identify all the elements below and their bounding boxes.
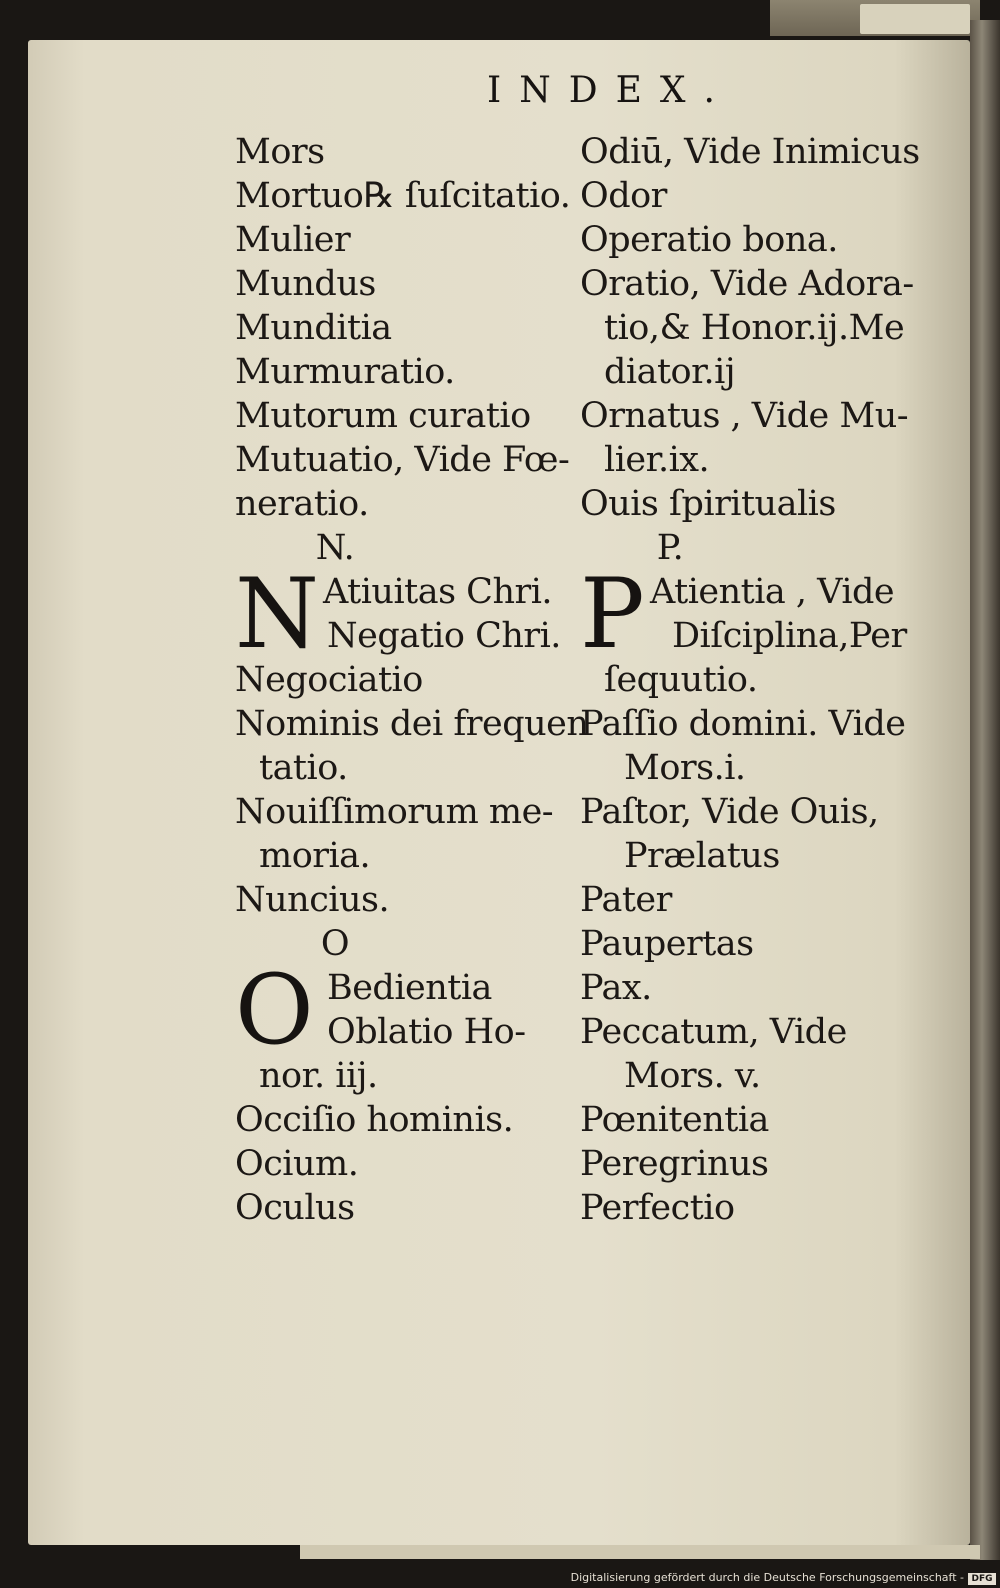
page-title: INDEX. — [487, 70, 733, 111]
book-spine — [970, 20, 1000, 1560]
index-entry: Prælatus — [624, 836, 780, 876]
index-entry: Occiſio hominis. — [235, 1100, 514, 1140]
index-entry: Munditia — [235, 308, 392, 348]
index-entry: Mors.i. — [624, 748, 746, 788]
index-entry: Nouiſſimorum me- — [235, 792, 554, 832]
index-entry: Ouis ſpiritualis — [580, 484, 836, 524]
index-entry: Murmuratio. — [235, 352, 455, 392]
index-entry: moria. — [259, 836, 371, 876]
index-entry: Paupertas — [580, 924, 754, 964]
index-entry: Mulier — [235, 220, 351, 260]
index-entry: diator.ij — [604, 352, 736, 392]
index-entry: Mutuatio, Vide Fœ- — [235, 440, 570, 480]
index-entry: Oblatio Ho- — [327, 1012, 526, 1052]
index-entry: nor. iij. — [259, 1056, 378, 1096]
index-entry: Mundus — [235, 264, 376, 304]
index-entry: Oratio, Vide Adora- — [580, 264, 914, 304]
index-entry: Pax. — [580, 968, 652, 1008]
page-bottom-edge — [300, 1545, 980, 1559]
section-heading-o: O — [320, 924, 350, 964]
index-entry: Bedientia — [327, 968, 492, 1008]
index-entry: Diſciplina,Per — [672, 616, 907, 656]
index-entry: Perfectio — [580, 1188, 735, 1228]
index-entry: Atientia , Vide — [650, 572, 895, 612]
index-entry: Peregrinus — [580, 1144, 769, 1184]
index-entry: Operatio bona. — [580, 220, 838, 260]
index-entry: Oculus — [235, 1188, 355, 1228]
index-entry: Mortuo℞ ſuſcitatio. — [235, 176, 571, 216]
section-n-initial-block — [235, 558, 575, 670]
index-entry: Paſſio domini. Vide — [580, 704, 906, 744]
index-entry: Nominis dei frequen — [235, 704, 589, 744]
index-entry: tatio. — [259, 748, 348, 788]
index-entry: Ornatus , Vide Mu- — [580, 396, 909, 436]
section-heading-p: P. — [656, 528, 684, 568]
index-entry: Mors. v. — [624, 1056, 761, 1096]
index-entry: lier.ix. — [604, 440, 710, 480]
index-entry: tio,& Honor.ij.Me — [604, 308, 905, 348]
index-entry: Ocium. — [235, 1144, 359, 1184]
index-entry: Pater — [580, 880, 672, 920]
index-column-right — [580, 130, 920, 1230]
index-entry: neratio. — [235, 484, 369, 524]
index-entry: Odor — [580, 176, 667, 216]
index-entry: Mors — [235, 132, 325, 172]
index-entry: Odiū, Vide Inimicus — [580, 132, 920, 172]
dropcap-n: N — [235, 558, 319, 670]
index-entry: Negatio Chri. — [327, 616, 561, 656]
index-column-left — [235, 130, 589, 1230]
index-entry: Mutorum curatio — [235, 396, 531, 436]
dropcap-o: O — [235, 954, 314, 1066]
dropcap-p: P — [580, 558, 645, 670]
index-entry: Peccatum, Vide — [580, 1012, 847, 1052]
index-entry: Pœnitentia — [580, 1100, 769, 1140]
digitization-credit: Digitalisierung gefördert durch die Deutsche Forschungsgemeinschaft - — [570, 1571, 964, 1584]
section-p-initial-block — [580, 558, 920, 670]
section-heading-n: N. — [315, 528, 355, 568]
index-entry: Negociatio — [235, 660, 423, 700]
index-entry: Atiuitas Chri. — [323, 572, 553, 612]
binding-label — [860, 4, 970, 34]
section-o-initial-block — [235, 954, 575, 1066]
index-entry: Paſtor, Vide Ouis, — [580, 792, 879, 832]
index-entry: ſequutio. — [604, 660, 758, 700]
dfg-logo: DFG — [968, 1573, 996, 1585]
index-entry: Nuncius. — [235, 880, 390, 920]
